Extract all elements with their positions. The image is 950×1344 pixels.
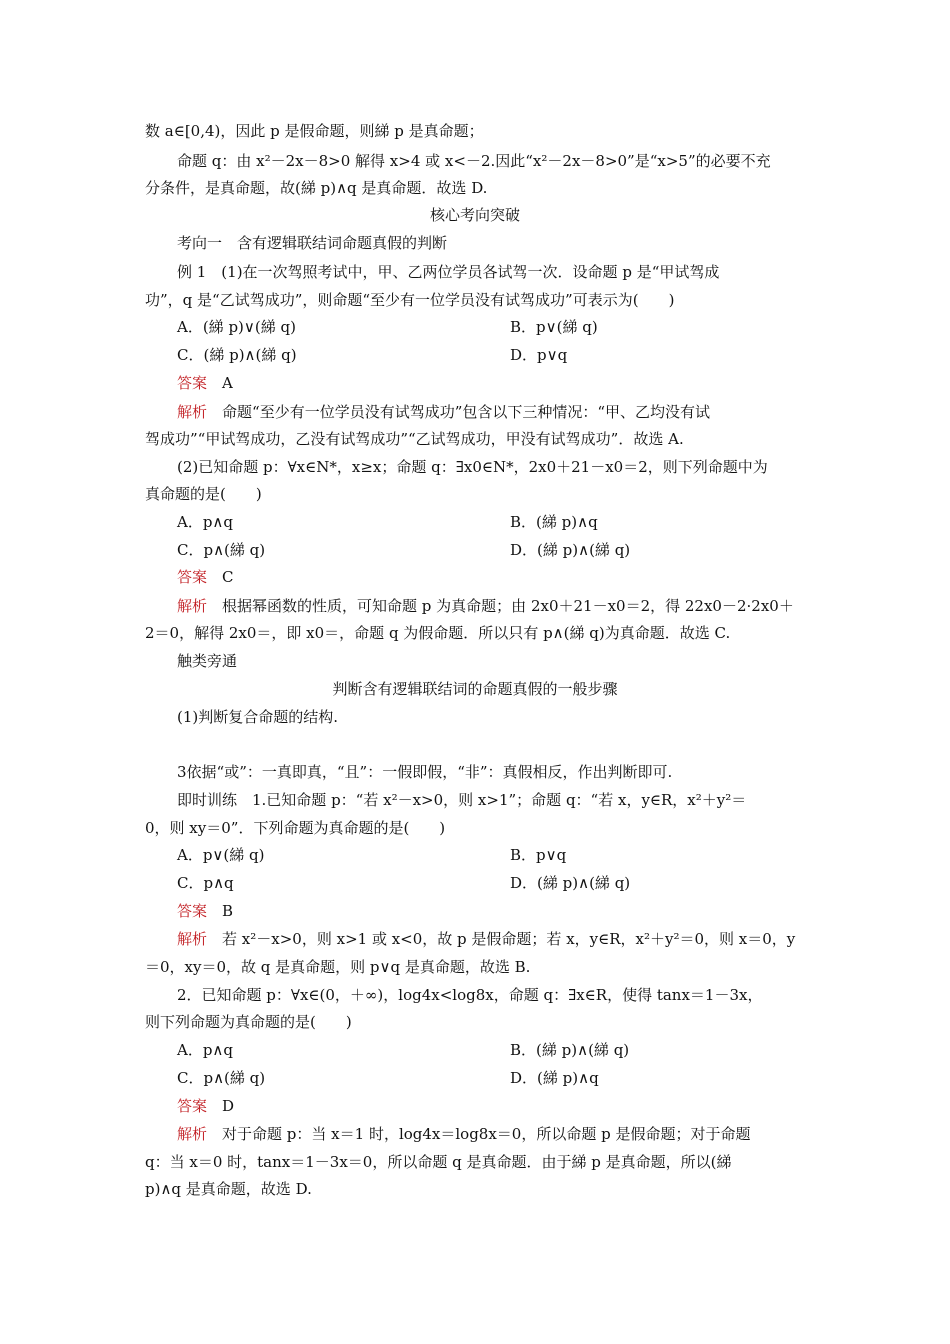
text-line: ＝0，xy＝0，故 q 是真命题，则 p∨q 是真命题，故选 B. — [145, 958, 531, 976]
analysis-text: 对于命题 p：当 x＝1 时，log4x＝log8x＝0，所以命题 p 是假命题；对于命题 — [222, 1125, 751, 1143]
answer-label: 答案 — [177, 902, 208, 920]
text-line: 则下列命题为真命题的是( ) — [145, 1013, 352, 1031]
answer-value: C — [222, 568, 234, 586]
option-a: A．p∧q — [177, 513, 234, 531]
analysis-line — [177, 596, 794, 616]
answer-label: 答案 — [177, 1097, 208, 1115]
section-title: 核心考向突破 — [429, 206, 520, 224]
analysis-label: 解析 — [177, 1125, 208, 1143]
text-line: 触类旁通 — [177, 652, 238, 670]
text-line: 0，则 xy＝0”．下列命题为真命题的是( ) — [145, 819, 446, 837]
option-b: B．(綈 p)∧(綈 q) — [510, 1041, 630, 1059]
text-line: 2＝0，解得 2x0＝，即 x0＝，命题 q 为假命题．所以只有 p∧(綈 q)为真命题．故选 C. — [145, 624, 731, 642]
answer-value: D — [222, 1097, 235, 1115]
option-b: B．p∨(綈 q) — [510, 318, 598, 336]
option-a: A．(綈 p)∨(綈 q) — [177, 318, 296, 336]
box-title: 判断含有逻辑联结词的命题真假的一般步骤 — [332, 680, 618, 698]
analysis-line — [177, 402, 710, 422]
analysis-text: 命题“至少有一位学员没有试驾成功”包含以下三种情况：“甲、乙均没有试 — [222, 403, 711, 421]
text-line: 驾成功”“甲试驾成功，乙没有试驾成功”“乙试驾成功，甲没有试驾成功”．故选 A. — [145, 430, 684, 448]
text-line: 真命题的是( ) — [145, 485, 262, 503]
answer-label: 答案 — [177, 374, 208, 392]
analysis-line — [177, 1124, 751, 1144]
option-a: A．p∨(綈 q) — [177, 846, 265, 864]
analysis-text: 若 x²－x>0，则 x>1 或 x<0，故 p 是假命题；若 x，y∈R，x²＋y²＝0，则 x＝0，y — [222, 930, 796, 948]
text-line: p)∧q 是真命题，故选 D. — [145, 1180, 312, 1198]
option-b: B．p∨q — [510, 846, 567, 864]
answer-line — [177, 373, 233, 393]
option-b: B．(綈 p)∧q — [510, 513, 598, 531]
option-c: C．p∧(綈 q) — [177, 1069, 266, 1087]
answer-line — [177, 901, 233, 921]
text-line: (1)判断复合命题的结构. — [177, 708, 339, 726]
analysis-label: 解析 — [177, 597, 208, 615]
option-c: C．p∧(綈 q) — [177, 541, 266, 559]
text-line: 数 a∈[0,4)，因此 p 是假命题，则綈 p 是真命题； — [145, 122, 484, 140]
answer-label: 答案 — [177, 568, 208, 586]
answer-line — [177, 1096, 234, 1116]
text-line: 例 1 (1)在一次驾照考试中，甲、乙两位学员各试驾一次．设命题 p 是“甲试驾成 — [177, 263, 720, 281]
option-c: C．p∧q — [177, 874, 234, 892]
option-d: D．(綈 p)∧q — [510, 1069, 599, 1087]
answer-value: A — [222, 374, 233, 392]
answer-line — [177, 567, 234, 587]
subsection-title: 考向一 含有逻辑联结词命题真假的判断 — [177, 234, 448, 252]
analysis-line — [177, 929, 795, 949]
analysis-text: 根据幂函数的性质，可知命题 p 为真命题；由 2x0＋21－x0＝2，得 22x0－2·2x0＋ — [222, 597, 794, 615]
option-a: A．p∧q — [177, 1041, 234, 1059]
text-line: 3依据“或”：一真即真，“且”：一假即假，“非”：真假相反，作出判断即可. — [177, 763, 673, 781]
option-d: D．p∨q — [510, 346, 568, 364]
option-d: D．(綈 p)∧(綈 q) — [510, 874, 631, 892]
text-line: 即时训练 1.已知命题 p：“若 x²－x>0，则 x>1”；命题 q：“若 x，y∈R，x²＋y²＝ — [177, 791, 747, 809]
text-line: (2)已知命题 p：∀x∈N*，x≥x；命题 q：∃x0∈N*，2x0＋21－x0＝2，则下列命题中为 — [177, 458, 768, 476]
text-line: 命题 q：由 x²－2x－8>0 解得 x>4 或 x<－2.因此“x²－2x－8>0”是“x>5”的必要不充 — [177, 152, 771, 170]
answer-value: B — [222, 902, 234, 920]
text-line: 分条件，是真命题，故(綈 p)∧q 是真命题．故选 D. — [145, 179, 488, 197]
option-d: D．(綈 p)∧(綈 q) — [510, 541, 631, 559]
analysis-label: 解析 — [177, 930, 208, 948]
text-line: 2．已知命题 p：∀x∈(0，＋∞)，log4x<log8x，命题 q：∃x∈R，使得 tanx＝1－3x， — [177, 986, 763, 1004]
analysis-label: 解析 — [177, 403, 208, 421]
text-line: q：当 x＝0 时，tanx＝1－3x＝0，所以命题 q 是真命题．由于綈 p 是真命题，所以(綈 — [145, 1153, 732, 1171]
text-line: 功”，q 是“乙试驾成功”，则命题“至少有一位学员没有试驾成功”可表示为( ) — [145, 291, 675, 309]
option-c: C．(綈 p)∧(綈 q) — [177, 346, 297, 364]
